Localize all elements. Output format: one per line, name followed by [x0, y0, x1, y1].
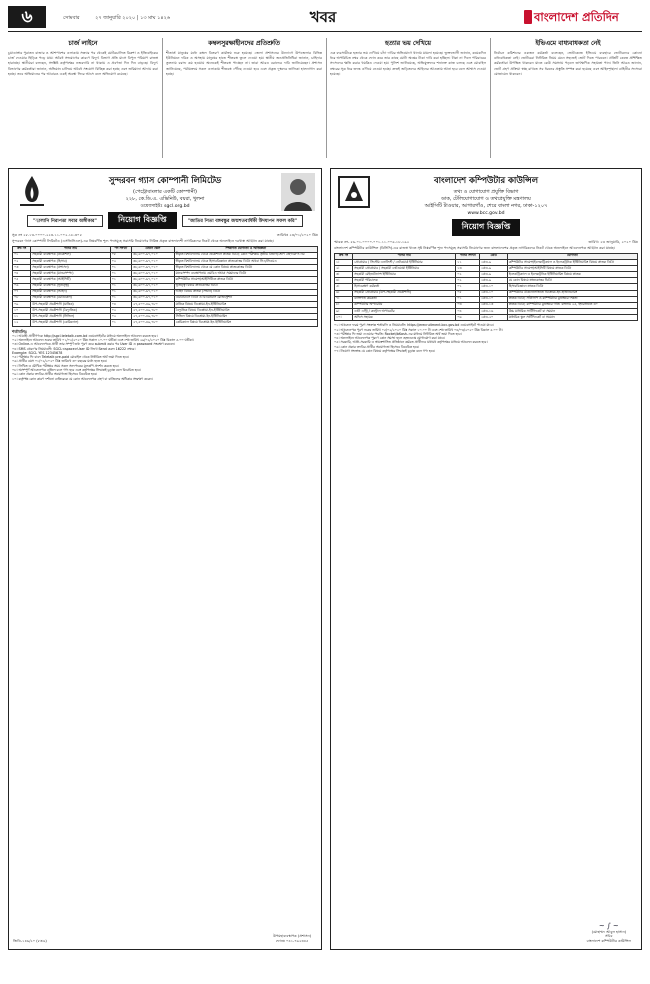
- org-website: ওয়েবসাইটঃ sgcl.org.bd: [140, 204, 190, 210]
- table-cell: গ্রেড-২০: [480, 315, 507, 321]
- table-cell: ০২: [110, 308, 131, 314]
- table-cell: ০১: [110, 289, 131, 295]
- table-cell: ০৪: [110, 301, 131, 307]
- table-cell: সহকারী ব্যবস্থাপক (প্রকৌশল): [31, 252, 110, 258]
- sgcl-logo-icon: [15, 173, 49, 211]
- news-title: হত্যার ভয় দেখিয়ে: [385, 40, 431, 47]
- memo-date: তারিখঃ ২৩/০১/২০২০ খ্রিঃ: [276, 232, 318, 237]
- table-cell: ০১: [110, 320, 131, 326]
- table-cell: ৩৮,৬০০-৬৭,০১০: [131, 252, 174, 258]
- table-cell: কেমিক্যাল বিষয়ে ডিপ্লোমা-ইন-ইঞ্জিনিয়ারিং: [174, 320, 317, 326]
- news-article-1: [8, 38, 158, 160]
- table-cell: ০৭: [13, 289, 31, 295]
- column-header: পদের নাম: [353, 253, 456, 259]
- table-cell: কম্পিউটার অপারেটর: [353, 302, 456, 308]
- ad-intro: সুন্দরবন গ্যাস কোম্পানী লিমিটেড (এসজিসিএল)-এর নিম্নবর্ণিত শূন্য পদসমূহে সরাসরি নিয়োগের নিমিত্ত প্রকৃত বাংলাদেশী নাগরিকদের নিকট থেকে অনলাইনে দরখাস্ত আহ্বান করা যাচ্ছে।: [12, 239, 274, 244]
- conditions: [334, 323, 638, 353]
- table-cell: ৩৮,৬০০-৬৭,০১০: [131, 277, 174, 283]
- table-cell: উপ-সহকারী প্রকৌশলী (যান্ত্রিক): [31, 301, 110, 307]
- signature-name: (মোহাম্মদ আবুল হাসান): [591, 929, 626, 934]
- condition-item: ০৪। SMS প্রেরণের নিয়মাবলী: SGCL<space>User ID লিখে Send করুন 16222 নম্বরে।: [12, 346, 136, 351]
- signature-phone: ফোনঃ ০৪১-৭৬২৩৪৫: [275, 938, 309, 943]
- table-cell: যে কোন বিষয়ে স্নাতকোত্তর ডিগ্রি: [507, 278, 637, 284]
- news-title: ইভিএমে বাধ্যবাধকতা নেই: [535, 40, 601, 47]
- table-cell: ০৩: [13, 265, 31, 271]
- notice-title: নিয়োগ বিজ্ঞপ্তি: [108, 212, 177, 229]
- condition-item: ০৫। পরীক্ষার ফি বাবদ Teletalk pre-paid মোবাইল থেকে নির্ধারিত অর্থ জমা দিতে হবে।: [12, 355, 129, 360]
- org-name: বাংলাদেশ কম্পিউটার কাউন্সিল: [433, 175, 539, 185]
- table-cell: ০৬: [456, 315, 480, 321]
- table-cell: সহকারী ব্যবস্থাপক (মানবসম্পদ): [31, 271, 110, 277]
- table-cell: কম্পিউটার সায়েন্স/আইসিটি বিষয়ে স্নাতক ডিগ্রি: [507, 266, 637, 272]
- column-header: বেতন স্কেল: [131, 246, 174, 252]
- signature-title: উপমহাব্যবস্থাপক (প্রশাসন): [273, 934, 311, 939]
- table-cell: ০৫: [13, 277, 31, 283]
- table-cell: ২৭,৫০০-৪৯,৭৮০: [131, 308, 174, 314]
- condition-item: ০৪। অনলাইনে আবেদনপত্র পূরণে কোন সমস্যা হলে হেল্পডেস্কে যোগাযোগ করা যাবে।: [334, 336, 445, 341]
- table-row: [13, 320, 318, 326]
- table-cell: সহকারী ব্যবস্থাপক (প্রশাসন): [31, 265, 110, 271]
- table-cell: ১১: [456, 259, 480, 265]
- table-cell: ১।: [335, 259, 353, 265]
- table-cell: সহকারী পরিচালক: [353, 278, 456, 284]
- column-header: পদের সংখ্যা: [456, 253, 480, 259]
- table-cell: ২।: [335, 266, 353, 272]
- table-cell: ভূতত্ত্ব বিষয়ে স্নাতকোত্তর ডিগ্রি: [174, 283, 317, 289]
- column-divider: [326, 38, 327, 158]
- signature-scribble: ~ ∫ ~: [598, 921, 619, 930]
- column-divider: [162, 38, 163, 158]
- condition-item: Example: SGCL YES 12345678: [12, 350, 63, 355]
- table-cell: গ্রেড-১৩: [480, 302, 507, 308]
- memo-date: তারিখ: ২৩ জানুয়ারি, ২০২০ খ্রিঃ: [588, 239, 638, 244]
- table-cell: ৩৮,৬০০-৬৭,০১০: [131, 271, 174, 277]
- condition-item: ০৭। নিয়োগ সংক্রান্ত যে কোন বিষয়ে কর্তৃপক্ষের সিদ্ধান্তই চূড়ান্ত বলে গণ্য হবে।: [334, 349, 436, 353]
- table-cell: ৫।: [335, 284, 353, 290]
- conditions: [12, 329, 318, 381]
- notice-title: নিয়োগ বিজ্ঞপ্তি: [452, 219, 521, 236]
- table-cell: এমবিবিএস ডিগ্রি ও বিএমডিসি রেজিস্ট্রেশন: [174, 295, 317, 301]
- masthead: [8, 6, 642, 32]
- table-cell: অফিস সহায়ক: [353, 315, 456, 321]
- org-ministry: ডাক, টেলিযোগাযোগ ও তথ্যপ্রযুক্তি মন্ত্রণালয়: [441, 196, 531, 203]
- news-article-3: [330, 38, 486, 160]
- news-title: কম্বলসুরক্ষাহীনদের প্রতিশ্রুতি: [208, 40, 280, 47]
- table-cell: ০২: [456, 278, 480, 284]
- table-cell: ০২: [456, 272, 480, 278]
- newspaper-logo: [534, 7, 642, 27]
- page-number: ৬: [8, 6, 46, 28]
- memo-number: সূত্র নং ২৮.১৩.০০০০.২২৩.১১.০০২.১৮-৩০৫: [12, 232, 82, 237]
- ad-intro: বাংলাদেশ কম্পিউটার কাউন্সিল (বিসিসি)-এর রাজস্ব খাতে সৃষ্ট নিম্নবর্ণিত শূন্য পদসমূহে সরাসরি নিয়োগের জন্য বাংলাদেশের প্রকৃত নাগরিকদের নিকট থেকে অনলাইনে আবেদনপত্র আহ্বান করা যাচ্ছে।: [334, 246, 616, 251]
- table-cell: স্বীকৃত বিশ্ববিদ্যালয় থেকে হিসাববিজ্ঞানে স্নাতকোত্তর ডিগ্রি অথবা সিএ/সিএমএ: [174, 258, 317, 264]
- org-subtitle: (পেট্রোবাংলার একটি কোম্পানী): [133, 189, 197, 195]
- table-cell: ০১: [110, 295, 131, 301]
- table-cell: ০৬: [13, 283, 31, 289]
- condition-item: ০৬। প্রার্থীর বয়স ০১/০২/২০২০ খ্রিঃ তারিখে ৩০ বছরের মধ্যে হতে হবে।: [12, 359, 108, 364]
- news-body: চুয়াডাঙ্গার পুরাতন বাজার ও আশপাশের এলাকায় সন্ধ্যার পর থেকেই মোটরচালিত রিকশা ও ইজিবাইকের চার্জ দেওয়ার হিড়িক পড়ে যায়। অবৈধ সংযোগের কারণে বিদ্যুৎ বিভাগ প্রতি মাসে বিপুল পরিমাণ রাজস্ব হারাচ্ছে। স্থানীয়রা বলছেন, সংশ্লিষ্ট কর্তৃপক্ষের নজরদারি না থাকায় এ প্রবণতা দিন দিন বাড়ছে। বিদ্যুৎ বিভাগের কর্মকর্তারা জানান, অভিযান চালিয়ে অবৈধ সংযোগ বিচ্ছিন্ন করা হচ্ছে এবং জরিমানা আদায় করা হচ্ছে। তবে অভিযানের পর আবারও একই অবস্থা ফিরে আসে বলে অভিযোগ রয়েছে।: [8, 51, 158, 76]
- condition-item: ০৬। কোন প্রকার তদবির প্রার্থীর অযোগ্যতা হিসেবে বিবেচিত হবে।: [334, 344, 420, 349]
- table-cell: ব্যক্তিগত কর্মকর্তা: [353, 296, 456, 302]
- table-cell: সহকারী ব্যবস্থাপক (আইসিটি): [31, 277, 110, 283]
- table-cell: উপ-সহকারী প্রকৌশলী (সিভিল): [31, 314, 110, 320]
- table-row: [335, 315, 638, 321]
- news-body: নির্বাচন কমিশনের একজন কর্মকর্তা বলেছেন, ভোটকেন্দ্রে ইভিএম ব্যবহারে ভোটারদের কোনো বাধ্যবাধকতা নেই। ভোটাররা নির্ধারিত নিয়ম মেনে সহজেই ভোট দিতে পারবেন। প্রতিটি কেন্দ্রে প্রশিক্ষিত কর্মকর্তারা উপস্থিত থাকবেন যাতে কেউ সমস্যায় পড়লে তাৎক্ষণিক সহায়তা পান। তিনি আরও জানান, ভোট গ্রহণ প্রক্রিয়া স্বচ্ছ রাখতে সব ধরনের প্রস্তুতি সম্পন্ন করা হয়েছে এবং আইনশৃঙ্খলা বাহিনীর সদস্যরা মোতায়েন থাকবেন।: [494, 51, 642, 76]
- table-cell: সহকারী ব্যবস্থাপক (হিসাব): [31, 258, 110, 264]
- table-cell: গ্রেড-১০: [480, 290, 507, 296]
- table-cell: ১০।: [335, 315, 353, 321]
- condition-item: ০১। আবেদন ফরম পূরণ সংক্রান্ত শর্তাবলি ও নিয়মাবলি: https://erecruitment.bcc.gov.bd ওয়েবসাইটে পাওয়া যাবে।: [334, 323, 494, 328]
- table-cell: গ্রেড-১০: [480, 284, 507, 290]
- org-address: আইসিটি টাওয়ার, আগারগাঁও, শেরে বাংলা নগর, ঢাকা-১২০৭: [424, 203, 548, 210]
- table-cell: উচ্চ মাধ্যমিক সার্টিফিকেট বা সমমান: [507, 309, 637, 315]
- table-cell: স্বীকৃত বিশ্ববিদ্যালয় থেকে প্রকৌশলে স্নাতক ডিগ্রি; কোন পরীক্ষায় তৃতীয় বিভাগ/শ্রেণি গ্রহণযোগ্য নয়: [174, 252, 317, 258]
- condition-item: ০২। অনলাইনে আবেদন শুরুর তারিখ ০১/০২/২০২০ খ্রিঃ সকাল ১০.০০ ঘটিকা এবং শেষ তারিখ ২৯/০২/২০২০ খ্রিঃ বিকাল ৫.০০ ঘটিকা।: [12, 337, 194, 342]
- table-cell: ০৮: [13, 295, 31, 301]
- condition-item: ১০। কর্তৃপক্ষ কোন কারণ দর্শানো ব্যতিরেকে যে কোন আবেদনপত্র গ্রহণ বা বাতিলের অধিকার সংরক্ষণ করেন।: [12, 376, 153, 381]
- logo-text: বাংলাদেশ প্রতিদিন: [534, 10, 619, 24]
- table-cell: সহকারী ব্যবস্থাপক (আইন): [31, 289, 110, 295]
- condition-item: ০৭। লিখিত ও মৌখিক পরীক্ষার সময় সকল সনদপত্রের মূলকপি প্রদর্শন করতে হবে।: [12, 363, 119, 368]
- conditions-title: শর্তাবলিঃ: [12, 328, 28, 334]
- memo-row: [334, 240, 638, 245]
- table-cell: ০১: [110, 283, 131, 289]
- column-header: ক্রঃ নং: [13, 246, 31, 252]
- table-cell: ০১: [110, 265, 131, 271]
- table-cell: ৩৮,৬০০-৬৭,০১০: [131, 295, 174, 301]
- column-header: গ্রেড: [480, 253, 507, 259]
- table-cell: ১২: [13, 320, 31, 326]
- table-cell: মানবসম্পদ ব্যবস্থাপনায় এমবিএ অথবা সমমানের ডিগ্রি: [174, 271, 317, 277]
- table-cell: গ্রেড-৯: [480, 266, 507, 272]
- table-cell: ০২: [110, 314, 131, 320]
- table-cell: কম্পিউটার টেকনোলজিতে ডিপ্লোমা-ইন-ইঞ্জিনিয়ারিং: [507, 290, 637, 296]
- table-cell: ৮।: [335, 302, 353, 308]
- condition-item: ০১। আগ্রহী প্রার্থীগণকে http://sgcl.teletalk.com.bd ওয়েবসাইটের মাধ্যমে অনলাইনে আবেদন করতে হবে।: [12, 333, 158, 338]
- column-divider: [490, 38, 491, 158]
- column-header: পদের নাম: [31, 246, 110, 252]
- column-header: ক্রঃ নং: [335, 253, 353, 259]
- table-cell: উপ-সহকারী প্রকৌশলী (বৈদ্যুতিক): [31, 308, 110, 314]
- org-address: ২২৮, কে.ডি.এ. এভিনিউ, বয়রা, খুলনা: [125, 196, 205, 203]
- news-title: চার্জ লাইনে: [68, 40, 98, 47]
- table-cell: কম্পিউটার সায়েন্স/আইসিটিতে স্নাতক ডিগ্রি: [174, 277, 317, 283]
- table-cell: ০৮: [110, 252, 131, 258]
- table-cell: ০৪: [456, 309, 480, 315]
- table-cell: ১১: [13, 314, 31, 320]
- table-cell: ৩।: [335, 272, 353, 278]
- news-article-2: [166, 38, 322, 160]
- signature-block: [273, 934, 311, 943]
- table-cell: হিসাববিজ্ঞানে স্নাতক ডিগ্রি: [507, 284, 637, 290]
- slogan-1: "জ্বালানি নিরাপত্তা সবার অঙ্গীকার": [27, 215, 103, 227]
- table-cell: ০১: [110, 271, 131, 277]
- table-cell: মাধ্যমিক স্কুল সার্টিফিকেট বা সমমান: [507, 315, 637, 321]
- table-cell: ০১: [456, 284, 480, 290]
- table-cell: ০২: [110, 258, 131, 264]
- table-cell: প্রোগ্রামার / সিস্টেম এনালিস্ট / নেটওয়ার্ক ইঞ্জিনিয়ার: [353, 259, 456, 265]
- table-cell: ইলেকট্রিক্যাল ও ইলেকট্রনিক ইঞ্জিনিয়ারিং বিষয়ে স্নাতক: [507, 272, 637, 278]
- memo-row: [12, 233, 318, 238]
- news-body: শীতার্ত মানুষের মধ্যে কম্বল বিতরণ কার্যক্রম শুরু হয়েছে। জেলা প্রশাসনের উদ্যোগে উপজেলার বিভিন্ন ইউনিয়নে দরিদ্র ও অসহায় মানুষের হাতে শীতবস্ত্র তুলে দেওয়া হয়। স্থানীয় জনপ্রতিনিধিরা জানান, চাহিদার তুলনায় বরাদ্দ কম হওয়ায় অনেকেই শীতবস্ত্র পাচ্ছেন না। তারা আরও বরাদ্দের দাবি জানিয়েছেন। প্রশাসন জানিয়েছে, পর্যায়ক্রমে সকল এলাকায় শীতবস্ত্র পৌঁছে দেওয়া হবে এবং প্রকৃত দুস্থদের তালিকা হালনাগাদ করা হচ্ছে।: [166, 51, 322, 76]
- table-cell: ৬।: [335, 290, 353, 296]
- slogan-2: "জাতির পিতা বঙ্গবন্ধুর জন্মশতবার্ষিকী উদযাপন সফল করি": [182, 215, 303, 227]
- table-cell: ০১: [456, 296, 480, 302]
- org-subtitle: তথ্য ও যোগাযোগ প্রযুক্তি বিভাগ: [453, 189, 519, 195]
- table-cell: ১০: [13, 308, 31, 314]
- ad-code: জিডি-১৪৬/২০ (৮×৬): [13, 938, 47, 943]
- job-ad-bcc: [330, 168, 642, 950]
- date-line: [63, 15, 263, 21]
- vacancy-table: [12, 246, 318, 327]
- table-cell: ৯।: [335, 309, 353, 315]
- org-website: www.bcc.gov.bd: [467, 211, 505, 217]
- table-cell: গ্রেড-৯: [480, 272, 507, 278]
- table-cell: ডাটা এন্ট্রি / কন্ট্রোল অপারেটর: [353, 309, 456, 315]
- table-cell: স্বীকৃত বিশ্ববিদ্যালয় থেকে যে কোন বিষয়ে স্নাতকোত্তর ডিগ্রি: [174, 265, 317, 271]
- vacancy-table: [334, 253, 638, 322]
- table-cell: ৩৮,৬০০-৬৭,০১০: [131, 258, 174, 264]
- condition-item: ০২। আবেদনপত্র পূরণ শুরুর তারিখ ০৫/০২/২০২০ খ্রিঃ সকাল ১০.০০ টা এবং শেষ তারিখ ০৪/০৩/২০২০ খ্রিঃ বিকাল ৫.০০ টা।: [334, 327, 503, 332]
- table-cell: সহকারী ব্যবস্থাপক (মেডিকেল): [31, 295, 110, 301]
- bcc-logo-icon: [337, 173, 371, 211]
- table-cell: সহকারী প্রোগ্রামার / সহকারী নেটওয়ার্ক ইঞ্জিনিয়ার: [353, 266, 456, 272]
- news-body: এক ব্যবসায়ীকে হত্যার ভয় দেখিয়ে চাঁদা দাবির অভিযোগে থানায় মামলা হয়েছে। ভুক্তভোগী জানান, কয়েকদিন ধরে অপরিচিত নম্বর থেকে ফোন করে তার কাছে মোটা অঙ্কের টাকা দাবি করা হচ্ছিল। টাকা না দিলে পরিবারের সদস্যদের ক্ষতি করার হুমকিও দেওয়া হয়। পুলিশ জানিয়েছে, অভিযুক্তদের শনাক্তে কাজ চলছে এবং মোবাইল নম্বরের সূত্র ধরে তদন্ত এগিয়ে নেওয়া হচ্ছে। দ্রুতই জড়িতদের আইনের আওতায় আনা হবে বলে আশ্বাস দেওয়া হয়েছে।: [330, 51, 486, 76]
- signature-org: বাংলাদেশ কম্পিউটার কাউন্সিল: [586, 938, 631, 943]
- table-cell: সহকারী ব্যবস্থাপক (ভূতত্ত্ব): [31, 283, 110, 289]
- table-cell: সহকারী মেইনটেন্যান্স ইঞ্জিনিয়ার: [353, 272, 456, 278]
- table-cell: ৪।: [335, 278, 353, 284]
- table-cell: ০১: [110, 277, 131, 283]
- table-cell: স্নাতক ডিগ্রি; সাঁটলিপি ও কম্পিউটার মুদ্রাক্ষরে দক্ষতা: [507, 296, 637, 302]
- table-cell: গ্রেড-১০: [480, 296, 507, 302]
- table-cell: ৩৮,৬০০-৬৭,০১০: [131, 283, 174, 289]
- column-header: শিক্ষাগত যোগ্যতা ও অভিজ্ঞতা: [174, 246, 317, 252]
- table-cell: কম্পিউটার সায়েন্স/ইলেকট্রিক্যাল ও ইলেকট্রনিক ইঞ্জিনিয়ারিং বিষয়ে স্নাতক ডিগ্রি: [507, 259, 637, 265]
- table-cell: স্নাতক ডিগ্রি; কম্পিউটার মুদ্রাক্ষরে গতি: বাংলায় ২৫, ইংরেজিতে ৩০: [507, 302, 637, 308]
- portrait-photo: [281, 173, 315, 211]
- table-cell: ০২: [13, 258, 31, 264]
- table-cell: বৈদ্যুতিক বিষয়ে ডিপ্লোমা-ইন-ইঞ্জিনিয়ারিং: [174, 308, 317, 314]
- column-header: পদ সংখ্যা: [110, 246, 131, 252]
- issue-date: ২৭ জানুয়ারি ২০২০ | ১৩ মাঘ ১৪২৬: [95, 15, 171, 21]
- table-cell: হিসাবরক্ষণ কর্মকর্তা: [353, 284, 456, 290]
- weekday: সোমবার: [63, 15, 80, 21]
- table-cell: ০৪: [13, 271, 31, 277]
- job-ad-sgcl: [8, 168, 322, 950]
- condition-item: ০৮। অসম্পূর্ণ আবেদনপত্র বাতিল বলে গণ্য হবে এবং কর্তৃপক্ষের সিদ্ধান্তই চূড়ান্ত বলে বিবেচিত হবে।: [12, 367, 141, 372]
- table-cell: ০১: [13, 252, 31, 258]
- table-cell: ০৯: [13, 301, 31, 307]
- table-cell: ৩৮,৬০০-৬৭,০১০: [131, 289, 174, 295]
- table-cell: ০৩: [456, 302, 480, 308]
- column-header: যোগ্যতা: [507, 253, 637, 259]
- table-cell: ১৩: [456, 266, 480, 272]
- condition-item: ০৩। Online-এ আবেদনপত্রে প্রার্থী তার সম্পূর্ণ তথ্য পূরণ করে submit করার পর User ID ও password সংরক্ষণ করবেন।: [12, 342, 175, 347]
- condition-item: ০৯। কোন প্রকার তদবির প্রার্থীর অযোগ্যতা হিসেবে বিবেচিত হবে।: [12, 372, 98, 377]
- table-cell: ৭।: [335, 296, 353, 302]
- table-cell: উপ-সহকারী প্রকৌশলী (কেমিক্যাল): [31, 320, 110, 326]
- table-cell: যান্ত্রিক বিষয়ে ডিপ্লোমা-ইন-ইঞ্জিনিয়ারিং: [174, 301, 317, 307]
- table-cell: ২৭,৫০০-৪৯,৭৮০: [131, 314, 174, 320]
- memo-number: স্মারক নং- ৫৬.০১.০০০০.০০১.১১.০০৬.১৮-১৯২: [334, 239, 410, 244]
- table-cell: ০৫: [456, 290, 480, 296]
- logo-mark-icon: [524, 10, 532, 24]
- section-name: খবর: [309, 8, 337, 26]
- condition-item: ০৩। পরীক্ষার ফি জমা দেওয়ার পদ্ধতি: Rocket/bKash-এর মাধ্যমে নির্ধারিত অর্থ জমা দিতে হবে।: [334, 331, 462, 336]
- org-name: সুন্দরবন গ্যাস কোম্পানী লিমিটেড: [108, 175, 222, 185]
- table-cell: সিভিল বিষয়ে ডিপ্লোমা-ইন-ইঞ্জিনিয়ারিং: [174, 314, 317, 320]
- news-article-4: [494, 38, 642, 160]
- signature-block: [587, 922, 631, 943]
- table-cell: সহকারী প্রোগ্রামার (উপ-সহকারী প্রকৌশলী): [353, 290, 456, 296]
- signature-title: সচিব: [605, 934, 613, 939]
- table-cell: গ্রেড-৯: [480, 278, 507, 284]
- table-cell: গ্রেড-১৬: [480, 309, 507, 315]
- ad-header: [334, 174, 638, 238]
- condition-item: ০৫। সরকারি, আধা-সরকারি ও স্বায়ত্তশাসিত প্রতিষ্ঠানে কর্মরত প্রার্থীদের যথাযথ কর্তৃপক্ষের মাধ্যমে আবেদন করতে হবে।: [334, 340, 488, 345]
- ad-header: [12, 174, 318, 231]
- table-cell: গ্রেড-৯: [480, 259, 507, 265]
- table-cell: আইন বিষয়ে স্নাতক (সম্মান) ডিগ্রি: [174, 289, 317, 295]
- table-cell: ২৭,৫০০-৪৯,৭৮০: [131, 320, 174, 326]
- table-cell: ২৭,৫০০-৪৯,৭৮০: [131, 301, 174, 307]
- table-cell: ৩৮,৬০০-৬৭,০১০: [131, 265, 174, 271]
